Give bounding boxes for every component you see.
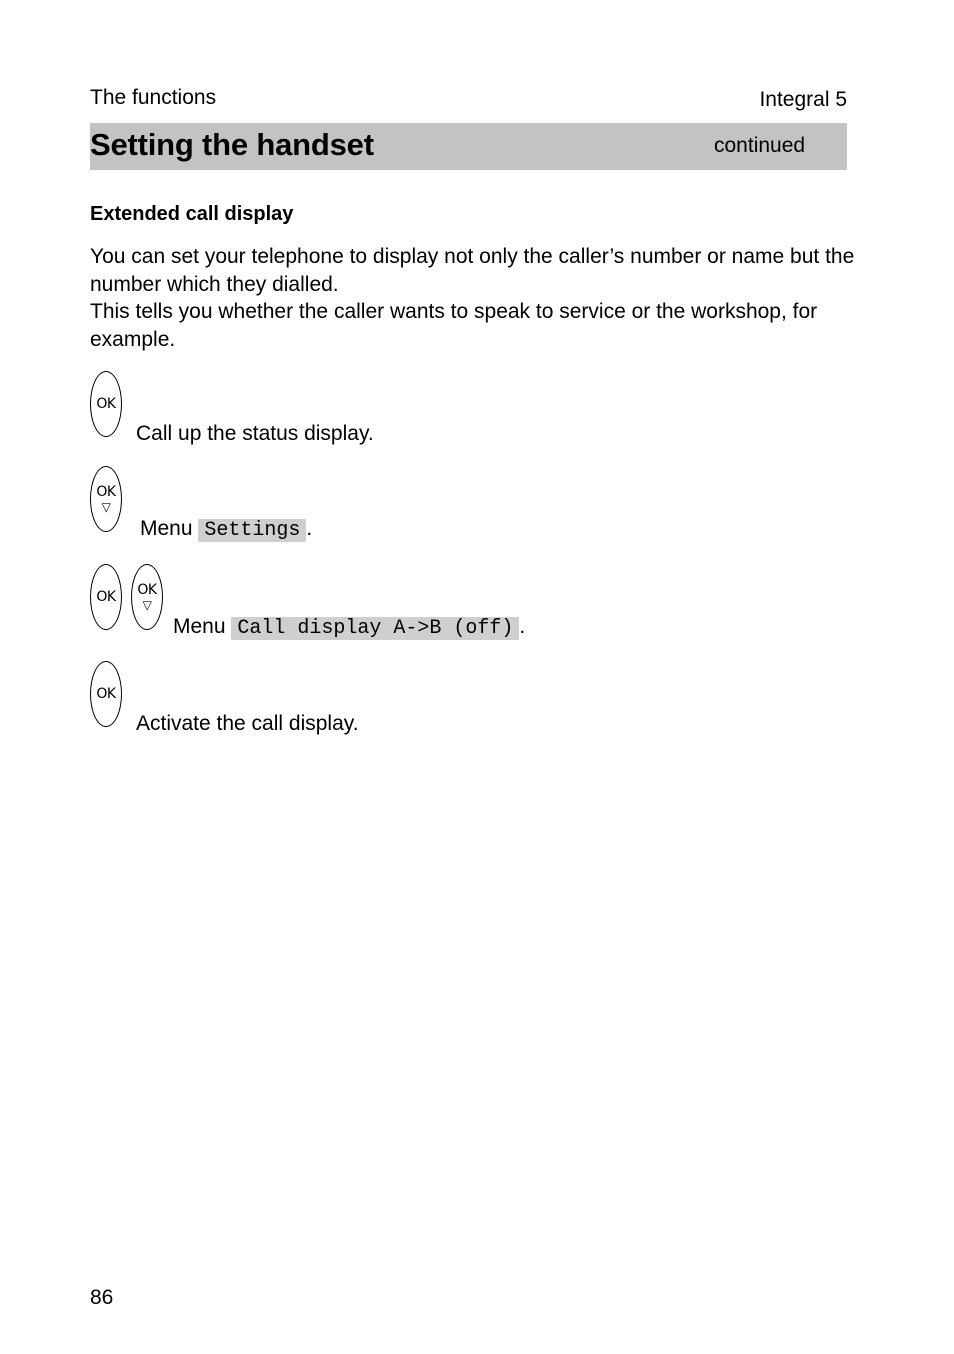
- intro-paragraph: You can set your telephone to display not only the caller’s number or name but the number which they dialled.: [90, 245, 855, 296]
- step-3-text: [173, 615, 525, 640]
- running-header-product: Integral 5: [759, 88, 847, 111]
- step-3-prefix: Menu: [173, 615, 226, 638]
- menu-item-call-display: Call display A->B (off): [231, 617, 519, 640]
- step-4-text: Activate the call display.: [136, 712, 359, 735]
- ok-down-key-icon: [90, 466, 122, 532]
- ok-key-label: OK: [96, 484, 116, 500]
- ok-key-icon: [90, 661, 122, 727]
- continued-label: continued: [714, 134, 806, 157]
- page-number: 86: [90, 1286, 114, 1309]
- menu-item-settings: Settings: [198, 519, 306, 542]
- intro-text: [90, 243, 860, 353]
- down-arrow-icon: ▽: [101, 500, 111, 514]
- step-3-suffix: .: [519, 615, 526, 638]
- ok-down-key-icon: [131, 564, 163, 630]
- ok-key-icon: [90, 371, 122, 437]
- step-1-text: Call up the status display.: [136, 422, 374, 445]
- ok-key-label: OK: [137, 582, 157, 598]
- page-title: Setting the handset: [90, 127, 374, 162]
- step-2-text: [140, 517, 312, 542]
- intro-paragraph: This tells you whether the caller wants to speak to service or the workshop, for example.: [90, 300, 818, 351]
- ok-key-label: OK: [96, 686, 116, 702]
- ok-key-icon: [90, 564, 122, 630]
- running-header-section: The functions: [90, 86, 217, 109]
- subheading: Extended call display: [90, 203, 294, 225]
- title-bar: [90, 123, 847, 170]
- ok-key-label: OK: [96, 396, 116, 412]
- ok-key-label: OK: [96, 589, 116, 605]
- step-2-suffix: .: [306, 517, 313, 540]
- step-2-prefix: Menu: [140, 517, 193, 540]
- down-arrow-icon: ▽: [142, 598, 152, 612]
